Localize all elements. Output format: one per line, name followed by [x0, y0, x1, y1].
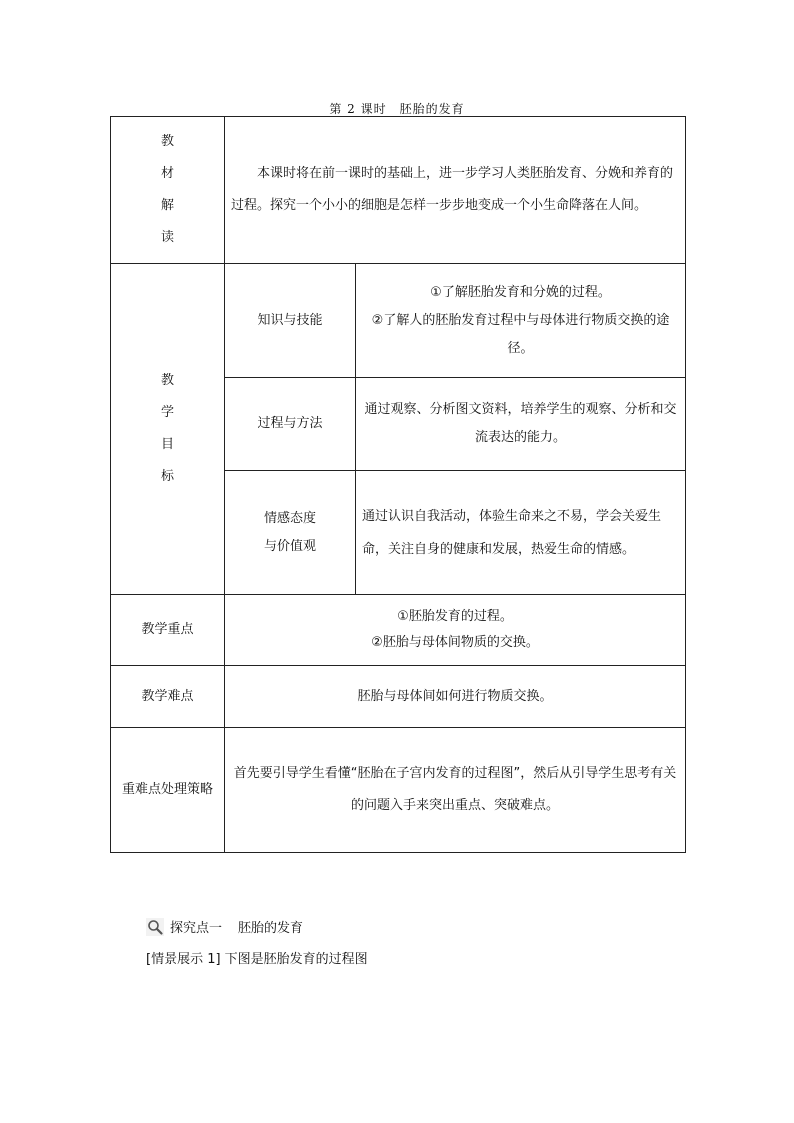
material-label-char: 解 — [160, 198, 174, 213]
material-content: 本课时将在前一课时的基础上，进一步学习人类胚胎发育、分娩和养育的过程。探究一个小小的细胞是怎样一步步地变成一个小生命降落在人间。 — [231, 166, 674, 213]
table-row — [111, 264, 686, 378]
attitude-label-line-1: 情感态度 — [263, 510, 316, 526]
key-points-content-cell — [225, 595, 686, 666]
attitude-label-line-2: 与价值观 — [263, 538, 316, 554]
material-label-char: 教 — [160, 134, 174, 149]
difficulties-label: 教学难点 — [111, 666, 225, 728]
table-row — [111, 728, 686, 853]
material-label-char: 读 — [160, 230, 174, 245]
lesson-plan-table — [110, 116, 686, 853]
material-content-cell — [225, 117, 686, 264]
page-title: 第 2 课时 胚胎的发育 — [329, 102, 465, 116]
scene-caption: [情景展示 1] 下图是胚胎发育的过程图 — [146, 952, 368, 967]
explore-heading — [146, 917, 303, 936]
goals-label-char: 目 — [160, 437, 174, 452]
key-points-label: 教学重点 — [111, 595, 225, 666]
key-point-2: ②胚胎与母体间物质的交换。 — [371, 635, 539, 650]
table-row — [111, 595, 686, 666]
goals-label-cell — [111, 264, 225, 595]
table-row — [111, 666, 686, 728]
goals-label-char: 教 — [160, 373, 174, 388]
magnifier-icon — [146, 918, 164, 936]
table-row — [111, 117, 686, 264]
explore-topic: 胚胎的发育 — [238, 921, 304, 936]
explore-label: 探究点一 — [170, 921, 223, 936]
strategy-label: 重难点处理策略 — [111, 728, 225, 853]
key-point-1: ①胚胎发育的过程。 — [397, 609, 513, 624]
process-label: 过程与方法 — [225, 378, 356, 471]
difficulties-content: 胚胎与母体间如何进行物质交换。 — [225, 666, 686, 728]
process-content: 通过观察、分析图文资料，培养学生的观察、分析和交流表达的能力。 — [356, 378, 686, 471]
knowledge-label: 知识与技能 — [225, 264, 356, 378]
strategy-content: 首先要引导学生看懂“胚胎在子宫内发育的过程图”，然后从引导学生思考有关的问题入手来突出重点、突破难点。 — [225, 728, 686, 853]
knowledge-line-1: ①了解胚胎发育和分娩的过程。 — [430, 284, 611, 300]
knowledge-line-2: ②了解人的胚胎发育过程中与母体进行物质交换的途径。 — [371, 312, 670, 356]
attitude-content: 通过认识自我活动，体验生命来之不易，学会关爱生命，关注自身的健康和发展，热爱生命的情感。 — [356, 471, 686, 595]
goals-label-char: 标 — [160, 469, 174, 484]
goals-label-char: 学 — [160, 405, 174, 420]
knowledge-content-cell — [356, 264, 686, 378]
material-label-char: 材 — [160, 166, 174, 181]
attitude-label-cell — [225, 471, 356, 595]
material-label-cell — [111, 117, 225, 264]
